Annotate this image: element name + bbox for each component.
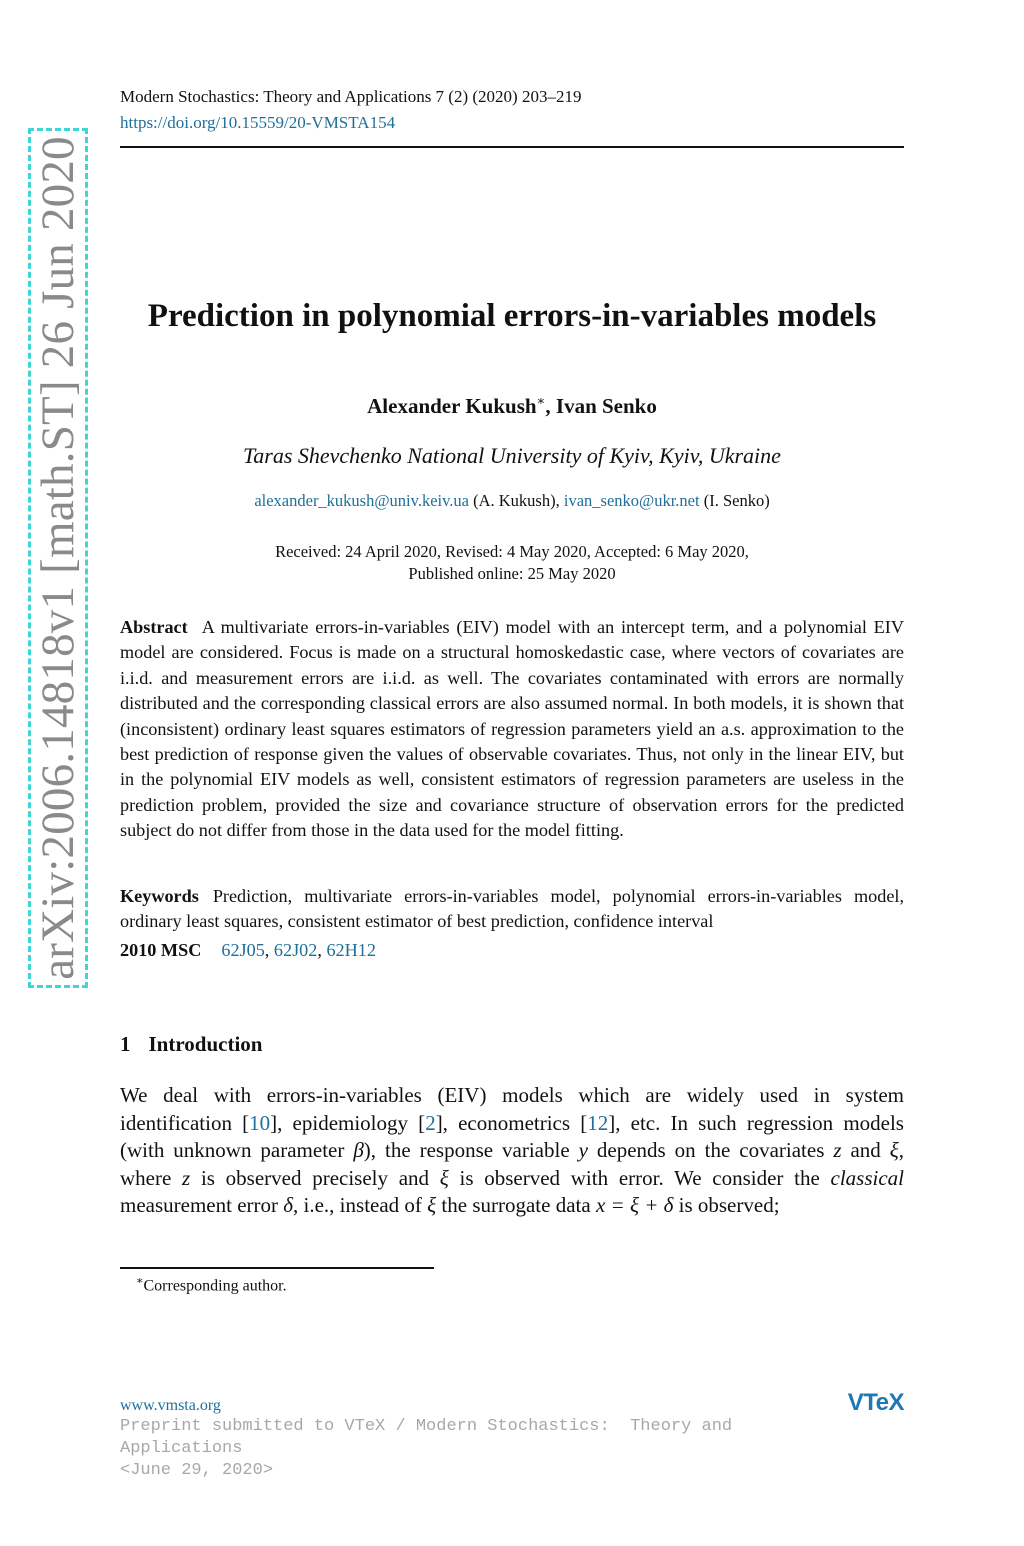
math-symbol: ξ [889,1138,899,1163]
header-divider [120,146,904,148]
preprint-notice: Preprint submitted to VTeX / Modern Stochastics: Theory and Applications <June 29, 2020> [120,1417,733,1480]
footnote-marker: ∗ [136,1275,144,1287]
footnote-text: Corresponding author. [143,1277,287,1295]
footnote-divider [120,1267,434,1269]
abstract-text: A multivariate errors-in-variables (EIV) model with an intercept term, and a polynomial EIV model are considered. Focus is made on a structural homoskedastic case, where vectors of covariates are i.i.d. and measurement errors are i.i.d. as well. The covariates contaminated with errors are normally distributed and the corresponding classical errors are also assumed normal. In both models, it is shown that (inconsistent) ordinary least squares estimators of regression parameters yield an a.s. approximation to the best prediction of response given the values of observable covariates. Thus, not only in the linear EIV, but in the polynomial EIV models as well, consistent estimators of regression parameters are useless in the prediction problem, provided the size and covariance structure of observation errors for the predicted subject do not differ from those in the data used for the model fitting. [120,617,904,841]
math-symbol: β [353,1138,364,1163]
text-run: the surrogate data [436,1193,596,1218]
intro-paragraph [120,1082,904,1220]
text-run: ], econometrics [ [435,1110,588,1135]
abstract-label: Abstract [120,617,188,637]
text-run: , i.e., instead of [293,1193,428,1218]
msc-code-link[interactable]: 62J05 [221,940,265,960]
arxiv-identifier: arXiv:2006.14818v1 [math.ST] 26 Jun 2020 [32,136,84,980]
text-run: , where [120,1138,904,1190]
text-run: ], etc. In such regression models (with unknown parameter [120,1110,904,1163]
msc-code-link[interactable]: 62J02 [273,940,318,960]
citation-link[interactable]: 10 [249,1110,271,1135]
section-title: Introduction [148,1032,263,1056]
msc-label: 2010 MSC [120,940,202,960]
author-name: Ivan Senko [555,394,657,418]
citation-link[interactable]: 12 [587,1110,609,1135]
author-list [120,393,904,419]
vtex-logo: VTeX [847,1389,904,1416]
keywords [120,884,904,935]
email-link[interactable]: alexander_kukush@univ.keiv.ua [254,491,469,510]
abstract [120,615,904,844]
email-owner: (I. Senko) [699,491,770,510]
math-symbol: y [578,1138,588,1163]
paper-title: Prediction in polynomial errors-in-variables models [147,298,877,334]
email-link[interactable]: ivan_senko@ukr.net [563,491,700,510]
text-run: We deal with errors-in-variables (EIV) models which are widely used in system identification [ [120,1083,904,1135]
math-symbol: δ [283,1193,294,1218]
text-run: is observed with error. We consider the [448,1165,831,1190]
section-heading [120,1032,262,1057]
math-symbol: ξ [439,1165,449,1190]
text-run: is observed; [673,1193,780,1218]
section-number: 1 [120,1032,131,1056]
footnote-marker: ∗ [536,393,546,408]
keywords-text: Prediction, multivariate errors-in-variables model, polynomial errors-in-variables model, ordinary least squares, consistent estimator of best prediction, confidence interval [120,886,904,932]
msc-code-link[interactable]: 62H12 [326,940,376,960]
publication-dates [120,541,904,585]
math-equation: x = ξ + δ [595,1193,674,1218]
text-run: ], epidemiology [ [270,1110,426,1135]
footnote [136,1274,287,1295]
arxiv-side-stamp [28,128,88,988]
dates-line: Published online: 25 May 2020 [408,564,616,583]
math-symbol: z [833,1138,842,1163]
doi-link[interactable]: https://doi.org/10.15559/20-VMSTA154 [120,113,396,132]
author-separator: , [545,394,556,418]
math-symbol: z [182,1165,191,1190]
text-run: depends on the covariates [587,1138,834,1163]
citation-link[interactable]: 2 [425,1110,436,1135]
journal-citation: Modern Stochastics: Theory and Applications 7 (2) (2020) 203–219 [120,87,582,106]
text-run: is observed precisely and [190,1165,440,1190]
text-run: measurement error [120,1193,284,1218]
emphasis-text: classical [830,1165,904,1190]
journal-site-link[interactable]: www.vmsta.org [120,1397,221,1414]
text-run: ), the response variable [363,1138,579,1163]
math-symbol: ξ [427,1193,437,1218]
author-emails [120,491,904,511]
text-run: and [841,1138,890,1163]
msc-classification: 2010 MSC 62J05, 62J02, 62H12 [120,940,376,960]
keywords-label: Keywords [120,886,199,906]
author-name: Alexander Kukush [367,394,537,418]
dates-line: Received: 24 April 2020, Revised: 4 May 2020, Accepted: 6 May 2020, [275,542,749,561]
affiliation: Taras Shevchenko National University of Kyiv, Kyiv, Ukraine [243,443,781,468]
email-owner: (A. Kukush), [468,491,564,510]
